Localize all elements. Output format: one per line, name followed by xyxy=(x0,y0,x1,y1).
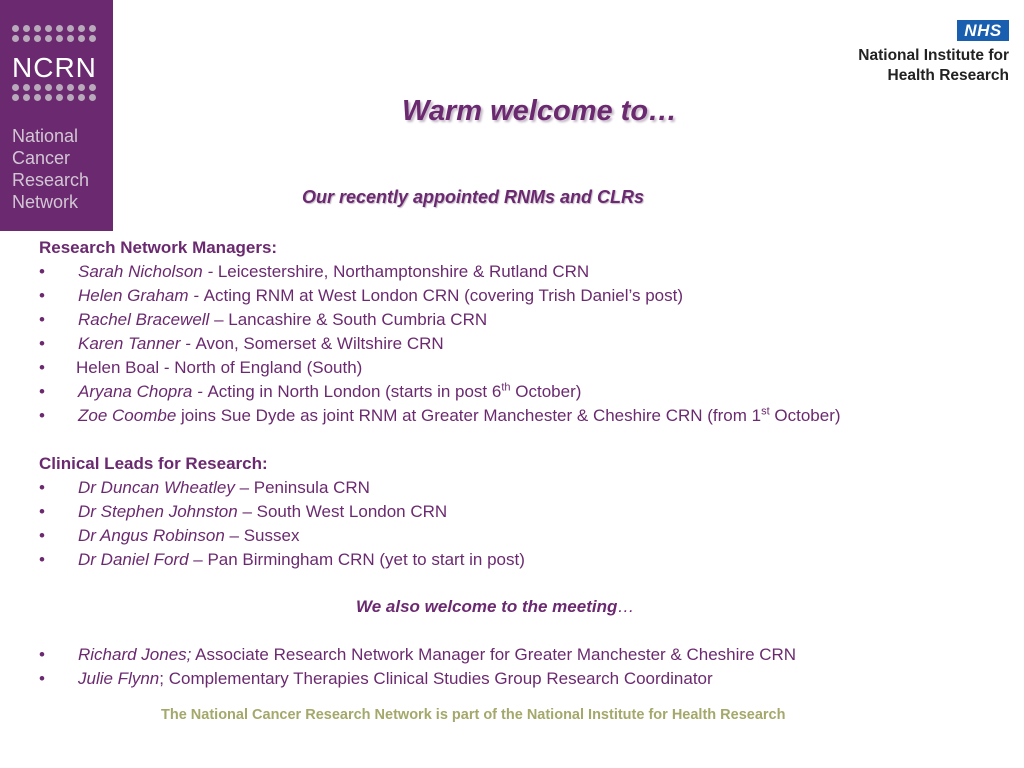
bullet-icon: • xyxy=(39,334,45,353)
entry-detail: – Peninsula CRN xyxy=(234,478,370,497)
logo-dot xyxy=(78,35,85,42)
entry-detail: – Lancashire & South Cumbria CRN xyxy=(209,310,488,329)
list-entry: Helen Boal - North of England (South) xyxy=(76,358,363,377)
person-name: Julie Flynn xyxy=(78,669,160,688)
nihr-logo xyxy=(828,20,1013,86)
bullet-icon: • xyxy=(39,669,45,688)
logo-dot xyxy=(45,84,52,91)
logo-dot xyxy=(23,25,30,32)
bullet-icon: • xyxy=(39,358,45,377)
rnm-heading: Research Network Managers: xyxy=(39,238,278,257)
meeting-heading-text: We also welcome to the meeting xyxy=(356,597,618,616)
meeting-heading-ellipsis: … xyxy=(617,597,635,616)
person-name: Rachel Bracewell xyxy=(78,310,210,329)
logo-dot xyxy=(45,94,52,101)
nihr-name-line-1: National Institute for xyxy=(858,47,1009,64)
ncrn-logo xyxy=(0,0,113,231)
ncrn-name-line: Cancer xyxy=(12,148,71,168)
entry-detail: – Sussex xyxy=(224,526,300,545)
logo-dot xyxy=(89,35,96,42)
entry-detail: ; Complementary Therapies Clinical Studies Group Research Coordinator xyxy=(159,669,713,688)
logo-dot xyxy=(78,84,85,91)
logo-dot xyxy=(34,94,41,101)
logo-dot xyxy=(67,84,74,91)
logo-dots-bottom xyxy=(12,84,102,124)
logo-dot xyxy=(23,94,30,101)
logo-dot xyxy=(12,35,19,42)
logo-dot xyxy=(89,25,96,32)
person-name: Dr Daniel Ford xyxy=(78,550,189,569)
logo-dot xyxy=(56,35,63,42)
logo-dot xyxy=(34,84,41,91)
clr-heading: Clinical Leads for Research: xyxy=(39,454,268,473)
bullet-icon: • xyxy=(39,310,45,329)
list-entry xyxy=(78,524,299,548)
meeting-heading xyxy=(356,595,634,619)
entry-detail: joins Sue Dyde as joint RNM at Greater Manchester & Cheshire CRN (from 1 xyxy=(176,406,762,425)
entry-detail: Acting RNM at West London CRN (covering Trish Daniel’s post) xyxy=(203,286,684,305)
list-entry xyxy=(78,643,796,667)
logo-dot xyxy=(45,35,52,42)
bullet-icon: • xyxy=(39,262,45,281)
entry-detail: Avon, Somerset & Wiltshire CRN xyxy=(195,334,444,353)
logo-dot xyxy=(56,94,63,101)
person-name: Aryana Chopra - xyxy=(78,382,208,401)
logo-dot xyxy=(56,25,63,32)
entry-detail: Associate Research Network Manager for Greater Manchester & Cheshire CRN xyxy=(191,645,797,664)
logo-dot xyxy=(12,25,19,32)
person-name: Karen Tanner - xyxy=(78,334,196,353)
slide-title: Warm welcome to… xyxy=(402,95,678,127)
logo-dot xyxy=(89,84,96,91)
footer-note: The National Cancer Research Network is part of the National Institute for Health Research xyxy=(161,707,786,723)
logo-dot xyxy=(34,25,41,32)
logo-dot xyxy=(78,25,85,32)
list-entry xyxy=(78,667,713,691)
entry-detail: Acting in North London (starts in post 6 xyxy=(207,382,502,401)
bullet-icon: • xyxy=(39,382,45,401)
person-name: Dr Angus Robinson xyxy=(78,526,225,545)
logo-dot xyxy=(12,94,19,101)
ncrn-name-line: Research xyxy=(12,170,90,190)
list-entry xyxy=(78,284,683,308)
bullet-icon: • xyxy=(39,478,45,497)
list-entry xyxy=(78,260,589,284)
bullet-icon: • xyxy=(39,645,45,664)
list-entry xyxy=(78,308,487,332)
logo-dot xyxy=(67,94,74,101)
logo-dot xyxy=(45,25,52,32)
entry-detail: – South West London CRN xyxy=(237,502,448,521)
ncrn-name-line: Network xyxy=(12,192,79,212)
logo-dot xyxy=(56,84,63,91)
person-name: Richard Jones; xyxy=(78,645,192,664)
list-entry xyxy=(78,500,447,524)
list-entry xyxy=(78,332,444,356)
person-name: Sarah Nicholson - xyxy=(78,262,218,281)
ncrn-full-name xyxy=(12,125,112,213)
logo-dot xyxy=(67,35,74,42)
bullet-icon: • xyxy=(39,502,45,521)
logo-dot xyxy=(89,94,96,101)
nihr-name-line-2: Health Research xyxy=(887,67,1009,84)
person-name: Helen Graham - xyxy=(78,286,204,305)
ncrn-name-line: National xyxy=(12,126,79,146)
bullet-icon: • xyxy=(39,406,45,425)
logo-dot xyxy=(67,25,74,32)
logo-dot xyxy=(34,35,41,42)
entry-detail-end: October) xyxy=(769,406,841,425)
logo-dot xyxy=(12,84,19,91)
nhs-badge: NHS xyxy=(957,20,1009,41)
entry-detail: – Pan Birmingham CRN (yet to start in post) xyxy=(188,550,525,569)
list-entry xyxy=(78,548,525,572)
person-name: Zoe Coombe xyxy=(78,406,177,425)
bullet-icon: • xyxy=(39,526,45,545)
entry-detail: Leicestershire, Northamptonshire & Rutland CRN xyxy=(217,262,590,281)
list-entry xyxy=(78,380,581,404)
ordinal-suffix: th xyxy=(501,381,511,394)
list-entry xyxy=(78,404,841,428)
entry-detail-end: October) xyxy=(510,382,582,401)
ordinal-suffix: st xyxy=(761,405,770,418)
ncrn-acronym: NCRN xyxy=(12,52,97,83)
list-entry xyxy=(78,476,370,500)
slide-subtitle: Our recently appointed RNMs and CLRs xyxy=(302,187,645,207)
logo-dot xyxy=(23,35,30,42)
person-name: Dr Duncan Wheatley xyxy=(78,478,235,497)
person-name: Dr Stephen Johnston xyxy=(78,502,238,521)
logo-dot xyxy=(78,94,85,101)
logo-dot xyxy=(23,84,30,91)
bullet-icon: • xyxy=(39,286,45,305)
bullet-icon: • xyxy=(39,550,45,569)
